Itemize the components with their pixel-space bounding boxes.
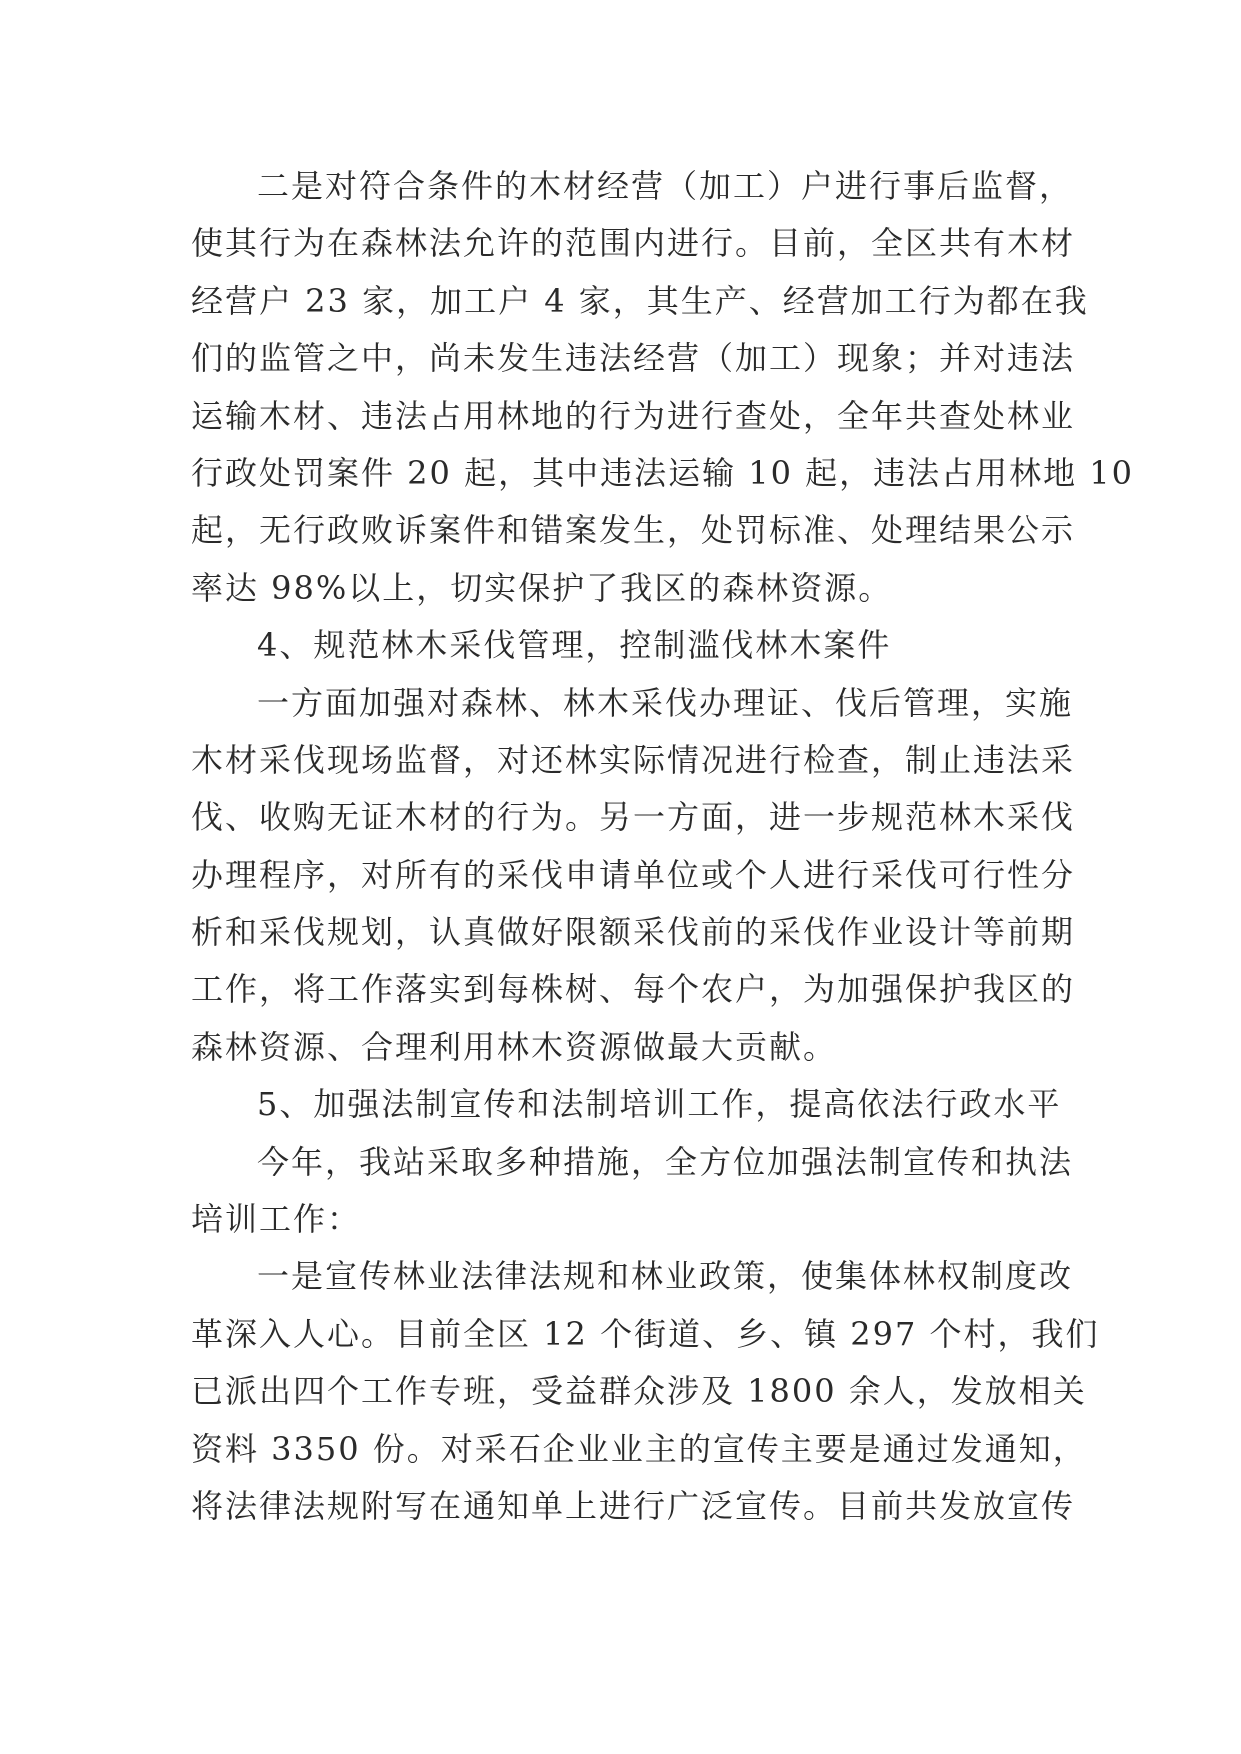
paragraph-line: 析和采伐规划，认真做好限额采伐前的采伐作业设计等前期 [191,913,1076,952]
paragraph-line: 率达 98%以上，切实保护了我区的森林资源。 [191,568,893,607]
paragraph-line: 二是对符合条件的木材经营（加工）户进行事后监督， [257,167,1074,205]
paragraph-line: 们的监管之中，尚未发生违法经营（加工）现象；并对违法 [191,339,1076,378]
paragraph-line: 革深入人心。目前全区 12 个街道、乡、镇 297 个村，我们 [191,1314,1100,1353]
paragraph-line: 运输木材、违法占用林地的行为进行查处，全年共查处林业 [191,396,1076,435]
paragraph-line: 已派出四个工作专班，受益群众涉及 1800 余人，发放相关 [191,1372,1087,1411]
paragraph-line: 行政处罚案件 20 起，其中违法运输 10 起，违法占用林地 10 [191,453,1135,492]
paragraph-line: 一方面加强对森林、林木采伐办理证、伐后管理，实施 [257,683,1074,722]
paragraph-line: 使其行为在森林法允许的范围内进行。目前，全区共有木材 [191,224,1076,263]
section-heading: 4、规范林木采伐管理，控制滥伐林木案件 [257,626,892,665]
section-heading: 5、加强法制宣传和法制培训工作，提高依法行政水平 [257,1085,1062,1124]
paragraph-line: 办理程序，对所有的采伐申请单位或个人进行采伐可行性分 [191,855,1076,894]
paragraph-line: 起，无行政败诉案件和错案发生，处罚标准、处理结果公示 [191,511,1076,550]
paragraph-line: 一是宣传林业法律法规和林业政策，使集体林权制度改 [257,1257,1074,1296]
paragraph-line: 森林资源、合理利用林木资源做最大贡献。 [191,1027,838,1066]
paragraph-line: 培训工作： [191,1200,362,1239]
paragraph-line: 资料 3350 份。对采石企业业主的宣传主要是通过发通知， [191,1429,1087,1468]
paragraph-line: 经营户 23 家，加工户 4 家，其生产、经营加工行为都在我 [191,281,1089,320]
paragraph-line: 今年，我站采取多种措施，全方位加强法制宣传和执法 [257,1142,1074,1181]
paragraph-line: 伐、收购无证木材的行为。另一方面，进一步规范林木采伐 [191,798,1076,837]
paragraph-line: 工作，将工作落实到每株树、每个农户，为加强保护我区的 [191,970,1076,1009]
paragraph-line: 木材采伐现场监督，对还林实际情况进行检查，制止违法采 [191,740,1076,779]
document-body [191,158,1135,1535]
paragraph-line: 将法律法规附写在通知单上进行广泛宣传。目前共发放宣传 [191,1486,1076,1525]
